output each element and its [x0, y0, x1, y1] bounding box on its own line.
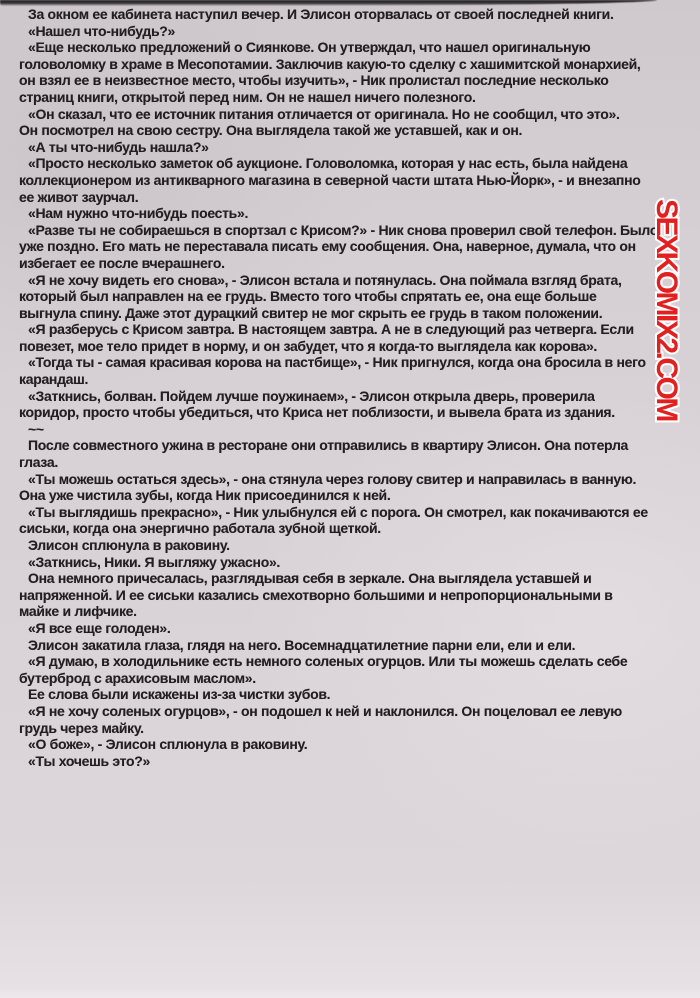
- text-line: «Ты выглядишь прекрасно», - Ник улыбнулся ей с порога. Он смотрел, как покачиваются ее: [28, 503, 648, 520]
- text-line: головоломку в храме в Месопотамии. Заключив какую-то сделку с хашимитской монархией,: [19, 55, 641, 72]
- text-line: «Я все еще голоден».: [28, 619, 171, 636]
- text-line: грудь через майку.: [19, 719, 144, 736]
- text-line: глаза.: [19, 454, 58, 471]
- text-line: Он посмотрел на свою сестру. Она выглядела такой же уставшей, как и он.: [19, 122, 523, 139]
- text-line: карандаш.: [19, 371, 89, 388]
- story-text: [19, 6, 695, 769]
- text-line: За окном ее кабинета наступил вечер. И Элисон оторвалась от своей последней книги.: [28, 6, 614, 22]
- text-line: «Разве ты не собираешься в спортзал с Крисом?» - Ник снова проверил свой телефон. Было: [28, 221, 659, 238]
- text-line: «Нам нужно что-нибудь поесть».: [28, 205, 249, 222]
- text-line: Ее слова были искажены из-за чистки зубов.: [28, 686, 331, 703]
- text-line: Она уже чистила зубы, когда Ник присоединился к ней.: [19, 487, 391, 504]
- text-line: Элисон закатила глаза, глядя на него. Восемнадцатилетние парни ели, ели и ели.: [28, 636, 576, 653]
- text-line: Элисон сплюнула в раковину.: [28, 537, 230, 553]
- text-line: «Ты хочешь это?»: [28, 752, 151, 769]
- text-line: коллекционером из антикварного магазина в северной части штата Нью-Йорк», - и внезапно: [19, 171, 641, 188]
- text-line: коридор, просто чтобы убедиться, что Криса нет поблизости, и вывела брата из здания.: [19, 404, 615, 421]
- text-line: «Ты можешь остаться здесь», - она стянула через голову свитер и направилась в ванную.: [28, 470, 637, 487]
- text-line: майке и лифчике.: [19, 603, 137, 620]
- text-line: он взял ее в неизвестное место, чтобы изучить», - Ник пролистал последние несколько: [19, 72, 609, 89]
- text-line: «Тогда ты - самая красивая корова на пастбище», - Ник пригнулся, когда она бросила в него: [28, 354, 646, 371]
- text-line: бутерброд с арахисовым маслом».: [19, 669, 256, 686]
- text-line: «Я думаю, в холодильнике есть немного соленых огурцов. Или ты можешь сделать себе: [28, 653, 628, 670]
- text-line: «Я разберусь с Крисом завтра. В настоящем завтра. А не в следующий раз четверга. Если: [28, 321, 634, 338]
- text-line: ~~: [28, 420, 44, 437]
- watermark-text: SEXKOMIX2.COM: [650, 199, 683, 420]
- text-line: Она немного причесалась, разглядывая себя в зеркале. Она выглядела уставшей и: [28, 570, 592, 587]
- text-line: уже поздно. Его мать не переставала писать ему сообщения. Она, наверное, думала, что он: [19, 238, 636, 255]
- text-line: страниц книги, открытой перед ним. Он не нашел ничего полезного.: [19, 88, 476, 105]
- text-line: После совместного ужина в ресторане они отправились в квартиру Элисон. Она потерла: [28, 437, 629, 454]
- text-line: «Еще несколько предложений о Сиянкове. Он утверждал, что нашел оригинальную: [28, 39, 591, 56]
- text-line: «Заткнись, Ники. Я выгляжу ужасно».: [28, 553, 281, 570]
- text-line: сиськи, когда она энергично работала зубной щеткой.: [19, 520, 381, 537]
- text-line: «Просто несколько заметок об аукционе. Головоломка, которая у нас есть, была найдена: [28, 155, 628, 172]
- text-line: напряженной. И ее сиськи казались смехотворно большими и непропорциональными в: [19, 586, 613, 603]
- text-line: «Он сказал, что ее источник питания отличается от оригинала. Но не сообщил, что это».: [28, 105, 620, 122]
- text-line: «О боже», - Элисон сплюнула в раковину.: [28, 736, 308, 753]
- text-line: выгнула спину. Даже этот дурацкий свитер не мог скрыть ее грудь в таком положении.: [19, 304, 603, 321]
- text-line: повезет, мое тело придет в норму, и он забудет, что я когда-то выглядела как корова».: [19, 337, 598, 354]
- text-line: избегает ее после вчерашнего.: [19, 254, 225, 271]
- text-line: «Заткнись, болван. Пойдем лучше поужинаем», - Элисон открыла дверь, проверила: [28, 387, 595, 404]
- text-line: «Я не хочу видеть его снова», - Элисон встала и потянулась. Она поймала взгляд брата,: [28, 271, 622, 288]
- text-line: «Нашел что-нибудь?»: [28, 22, 176, 39]
- text-line: «Я не хочу соленых огурцов», - он подошел к ней и наклонился. Он поцеловал ее левую: [28, 702, 622, 719]
- text-line: который был направлен на ее грудь. Вместо того чтобы спрятать ее, она еще больше: [19, 288, 597, 305]
- text-line: «А ты что-нибудь нашла?»: [28, 138, 209, 155]
- text-line: ее живот заурчал.: [19, 188, 139, 205]
